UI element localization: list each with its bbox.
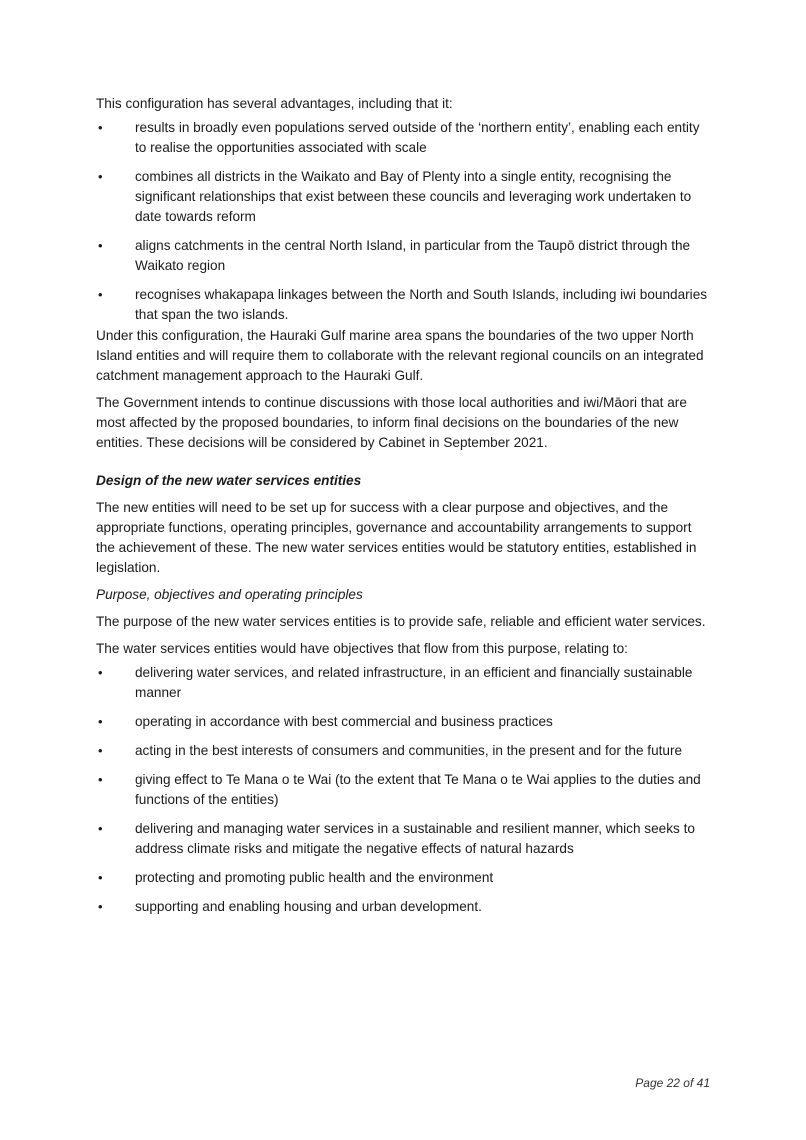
- purpose-paragraph: The purpose of the new water services entities is to provide safe, reliable and efficient water services.: [96, 614, 706, 629]
- bullet-icon: •: [98, 120, 103, 135]
- section-subheading: Purpose, objectives and operating principles: [96, 587, 363, 602]
- government-paragraph: The Government intends to continue discussions with those local authorities and iwi/Māori that are most affected by the proposed boundaries, to inform final decisions on the boundaries of the new entities. These decisions will be considered by Cabinet in September 2021.: [96, 395, 687, 450]
- objectives-intro-paragraph: The water services entities would have objectives that flow from this purpose, relating to:: [96, 641, 628, 656]
- document-page: [96, 94, 708, 926]
- bullet-icon: •: [98, 821, 103, 836]
- list-item: • acting in the best interests of consumers and communities, in the present and for the future: [96, 741, 708, 761]
- list-item: • recognises whakapapa linkages between the North and South Islands, including iwi boundaries that span the two islands.: [98, 287, 708, 322]
- bullet-icon: •: [98, 238, 103, 253]
- bullet-icon: •: [98, 714, 103, 729]
- list-item: • delivering and managing water services in a sustainable and resilient manner, which seeks to address climate risks and mitigate the negative effects of natural hazards: [98, 821, 695, 856]
- list-item: • supporting and enabling housing and urban development.: [96, 897, 708, 917]
- list-item: • operating in accordance with best commercial and business practices: [96, 712, 708, 732]
- list-item: • aligns catchments in the central North Island, in particular from the Taupō district through the Waikato region: [98, 238, 691, 273]
- design-paragraph: The new entities will need to be set up for success with a clear purpose and objectives, and the appropriate functions, operating principles, governance and accountability arrangements to support the achievement of these. The new water services entities would be statutory entities, established in legislation.: [96, 500, 697, 575]
- advantages-list: [96, 118, 708, 325]
- bullet-icon: •: [98, 772, 103, 787]
- bullet-icon: •: [98, 870, 103, 885]
- bullet-icon: •: [98, 169, 103, 184]
- bullet-icon: •: [98, 287, 103, 302]
- list-item: • protecting and promoting public health and the environment: [96, 868, 708, 888]
- list-item: • results in broadly even populations served outside of the ‘northern entity’, enabling each entity to realise the opportunities associated with scale: [98, 120, 700, 155]
- objectives-list: [96, 663, 708, 917]
- intro-paragraph: This configuration has several advantages, including that it:: [96, 96, 453, 111]
- page-number: Page 22 of 41: [635, 1076, 710, 1090]
- bullet-icon: •: [98, 899, 103, 914]
- section-heading: Design of the new water services entities: [96, 473, 362, 488]
- bullet-icon: •: [98, 665, 103, 680]
- list-item: • delivering water services, and related infrastructure, in an efficient and financially sustainable manner: [98, 665, 693, 700]
- hauraki-paragraph: Under this configuration, the Hauraki Gulf marine area spans the boundaries of the two upper North Island entities and will require them to collaborate with the relevant regional councils on an integrated catchment management approach to the Hauraki Gulf.: [96, 328, 704, 383]
- list-item: • giving effect to Te Mana o te Wai (to the extent that Te Mana o te Wai applies to the duties and functions of the entities): [98, 772, 701, 807]
- list-item: • combines all districts in the Waikato and Bay of Plenty into a single entity, recognising the significant relationships that exist between these councils and leveraging work undertaken to date towards reform: [98, 169, 692, 224]
- bullet-icon: •: [98, 743, 103, 758]
